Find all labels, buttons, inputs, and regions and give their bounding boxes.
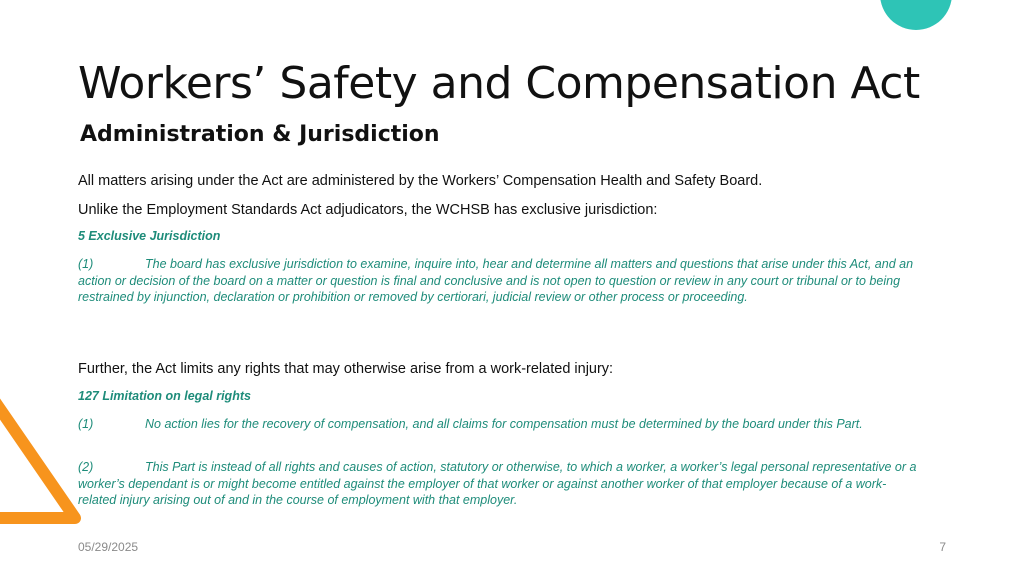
section-127-clause-1 (78, 416, 923, 433)
orange-triangle-decoration (0, 360, 90, 530)
paragraph-limitation: Further, the Act limits any rights that may otherwise arise from a work-related injury: (78, 361, 614, 377)
clause-text: This Part is instead of all rights and causes of action, statutory or otherwise, to which a worker, a worker’s legal personal representative or a worker’s dependant is or might become entitled against the employer of that worker or against another worker of that employer because of a work-related injury arising out of and in the course of employment with that employer. (78, 460, 917, 507)
clause-number: (1) (78, 417, 94, 431)
clause-text: No action lies for the recovery of compensation, and all claims for compensation must be determined by the board under this Part. (145, 417, 863, 431)
paragraph-administration: All matters arising under the Act are administered by the Workers’ Compensation Health and Safety Board. (78, 173, 763, 189)
page-subtitle: Administration & Jurisdiction (80, 122, 440, 147)
clause-number: (1) (78, 257, 94, 271)
section-127-clause-2 (78, 459, 923, 509)
page-number: 7 (939, 540, 946, 554)
section-127-heading: 127 Limitation on legal rights (78, 389, 251, 403)
section-5-heading: 5 Exclusive Jurisdiction (78, 229, 221, 243)
teal-circle-decoration (880, 0, 952, 30)
page-title: Workers’ Safety and Compensation Act (78, 58, 920, 109)
section-5-clause-1 (78, 256, 923, 306)
clause-text: The board has exclusive jurisdiction to examine, inquire into, hear and determine all matters and questions that arise under this Act, and an action or decision of the board on a matter or question is final and conclusive and is not open to question or review in any court or tribunal or to being restrained by injunction, declaration or prohibition or removed by certiorari, judicial review or other process or proceeding. (78, 257, 914, 304)
clause-number: (2) (78, 460, 94, 474)
paragraph-jurisdiction: Unlike the Employment Standards Act adjudicators, the WCHSB has exclusive jurisdiction: (78, 202, 658, 218)
footer-date: 05/29/2025 (78, 540, 139, 554)
